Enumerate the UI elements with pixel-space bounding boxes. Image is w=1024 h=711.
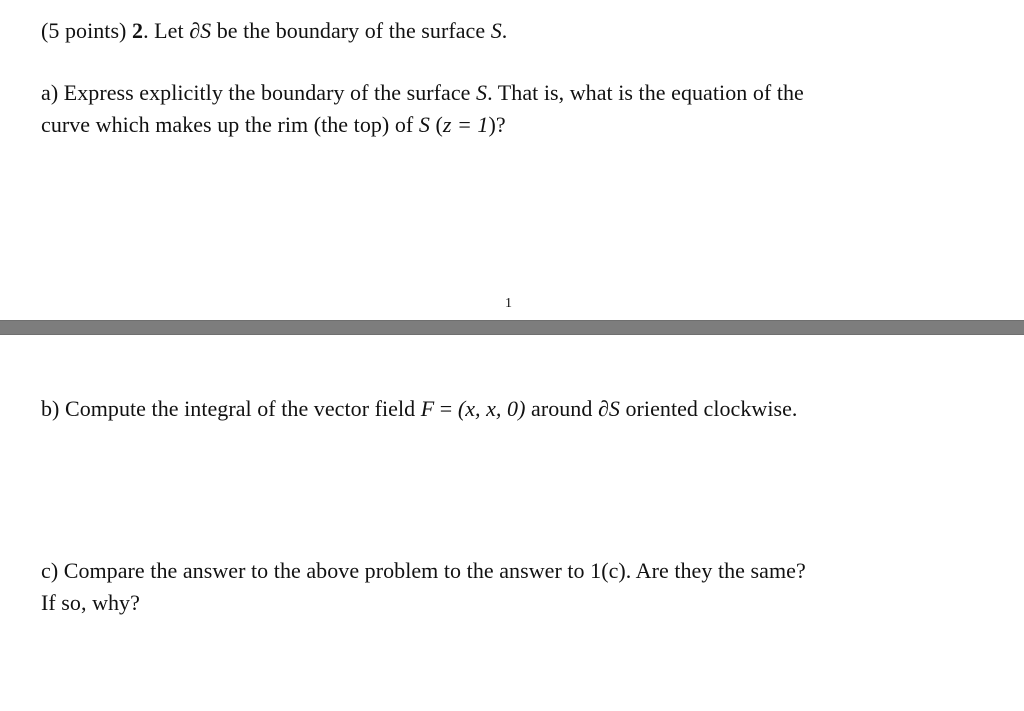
part-b-around: around <box>525 396 598 421</box>
surface-symbol: S <box>490 18 502 43</box>
problem-heading <box>41 15 507 47</box>
heading-end: . <box>501 18 508 43</box>
part-a-line-2-prefix: curve which makes up the rim (the top) of <box>41 112 419 137</box>
part-a-prefix: a) Express explicitly the boundary of the surface <box>41 80 477 105</box>
page-2 <box>0 335 1024 711</box>
part-a-suffix: . That is, what is the equation of the <box>487 80 804 105</box>
vector-field-name: F <box>420 396 435 421</box>
part-a-line-1 <box>41 77 804 109</box>
heading-text-middle: be the boundary of the surface <box>211 18 491 43</box>
part-c-line-1: c) Compare the answer to the above problem to the answer to 1(c). Are they the same? <box>41 558 806 583</box>
part-a-paren-open: ( <box>429 112 443 137</box>
page-separator <box>0 320 1024 335</box>
page-number: 1 <box>505 296 512 311</box>
part-a-surface-symbol: S <box>476 80 488 105</box>
vector-field-value: (x, x, 0) <box>457 396 526 421</box>
part-b <box>41 393 798 425</box>
part-b-prefix: b) Compute the integral of the vector field <box>41 396 421 421</box>
part-a-paren-close: )? <box>488 112 506 137</box>
page-1 <box>0 0 1024 320</box>
part-c-line-2: If so, why? <box>41 590 140 615</box>
part-a-line-2 <box>41 109 506 141</box>
points-label: (5 points) <box>41 18 132 43</box>
part-a-z-equation: z = 1 <box>442 112 489 137</box>
problem-number: 2 <box>132 18 144 43</box>
heading-text-before: . Let <box>143 18 190 43</box>
part-b-boundary-symbol: ∂S <box>597 396 620 421</box>
boundary-symbol: ∂S <box>189 18 212 43</box>
equals-sign: = <box>434 396 458 421</box>
part-b-suffix: oriented clockwise. <box>619 396 798 421</box>
part-a-line-2-surface-symbol: S <box>418 112 430 137</box>
